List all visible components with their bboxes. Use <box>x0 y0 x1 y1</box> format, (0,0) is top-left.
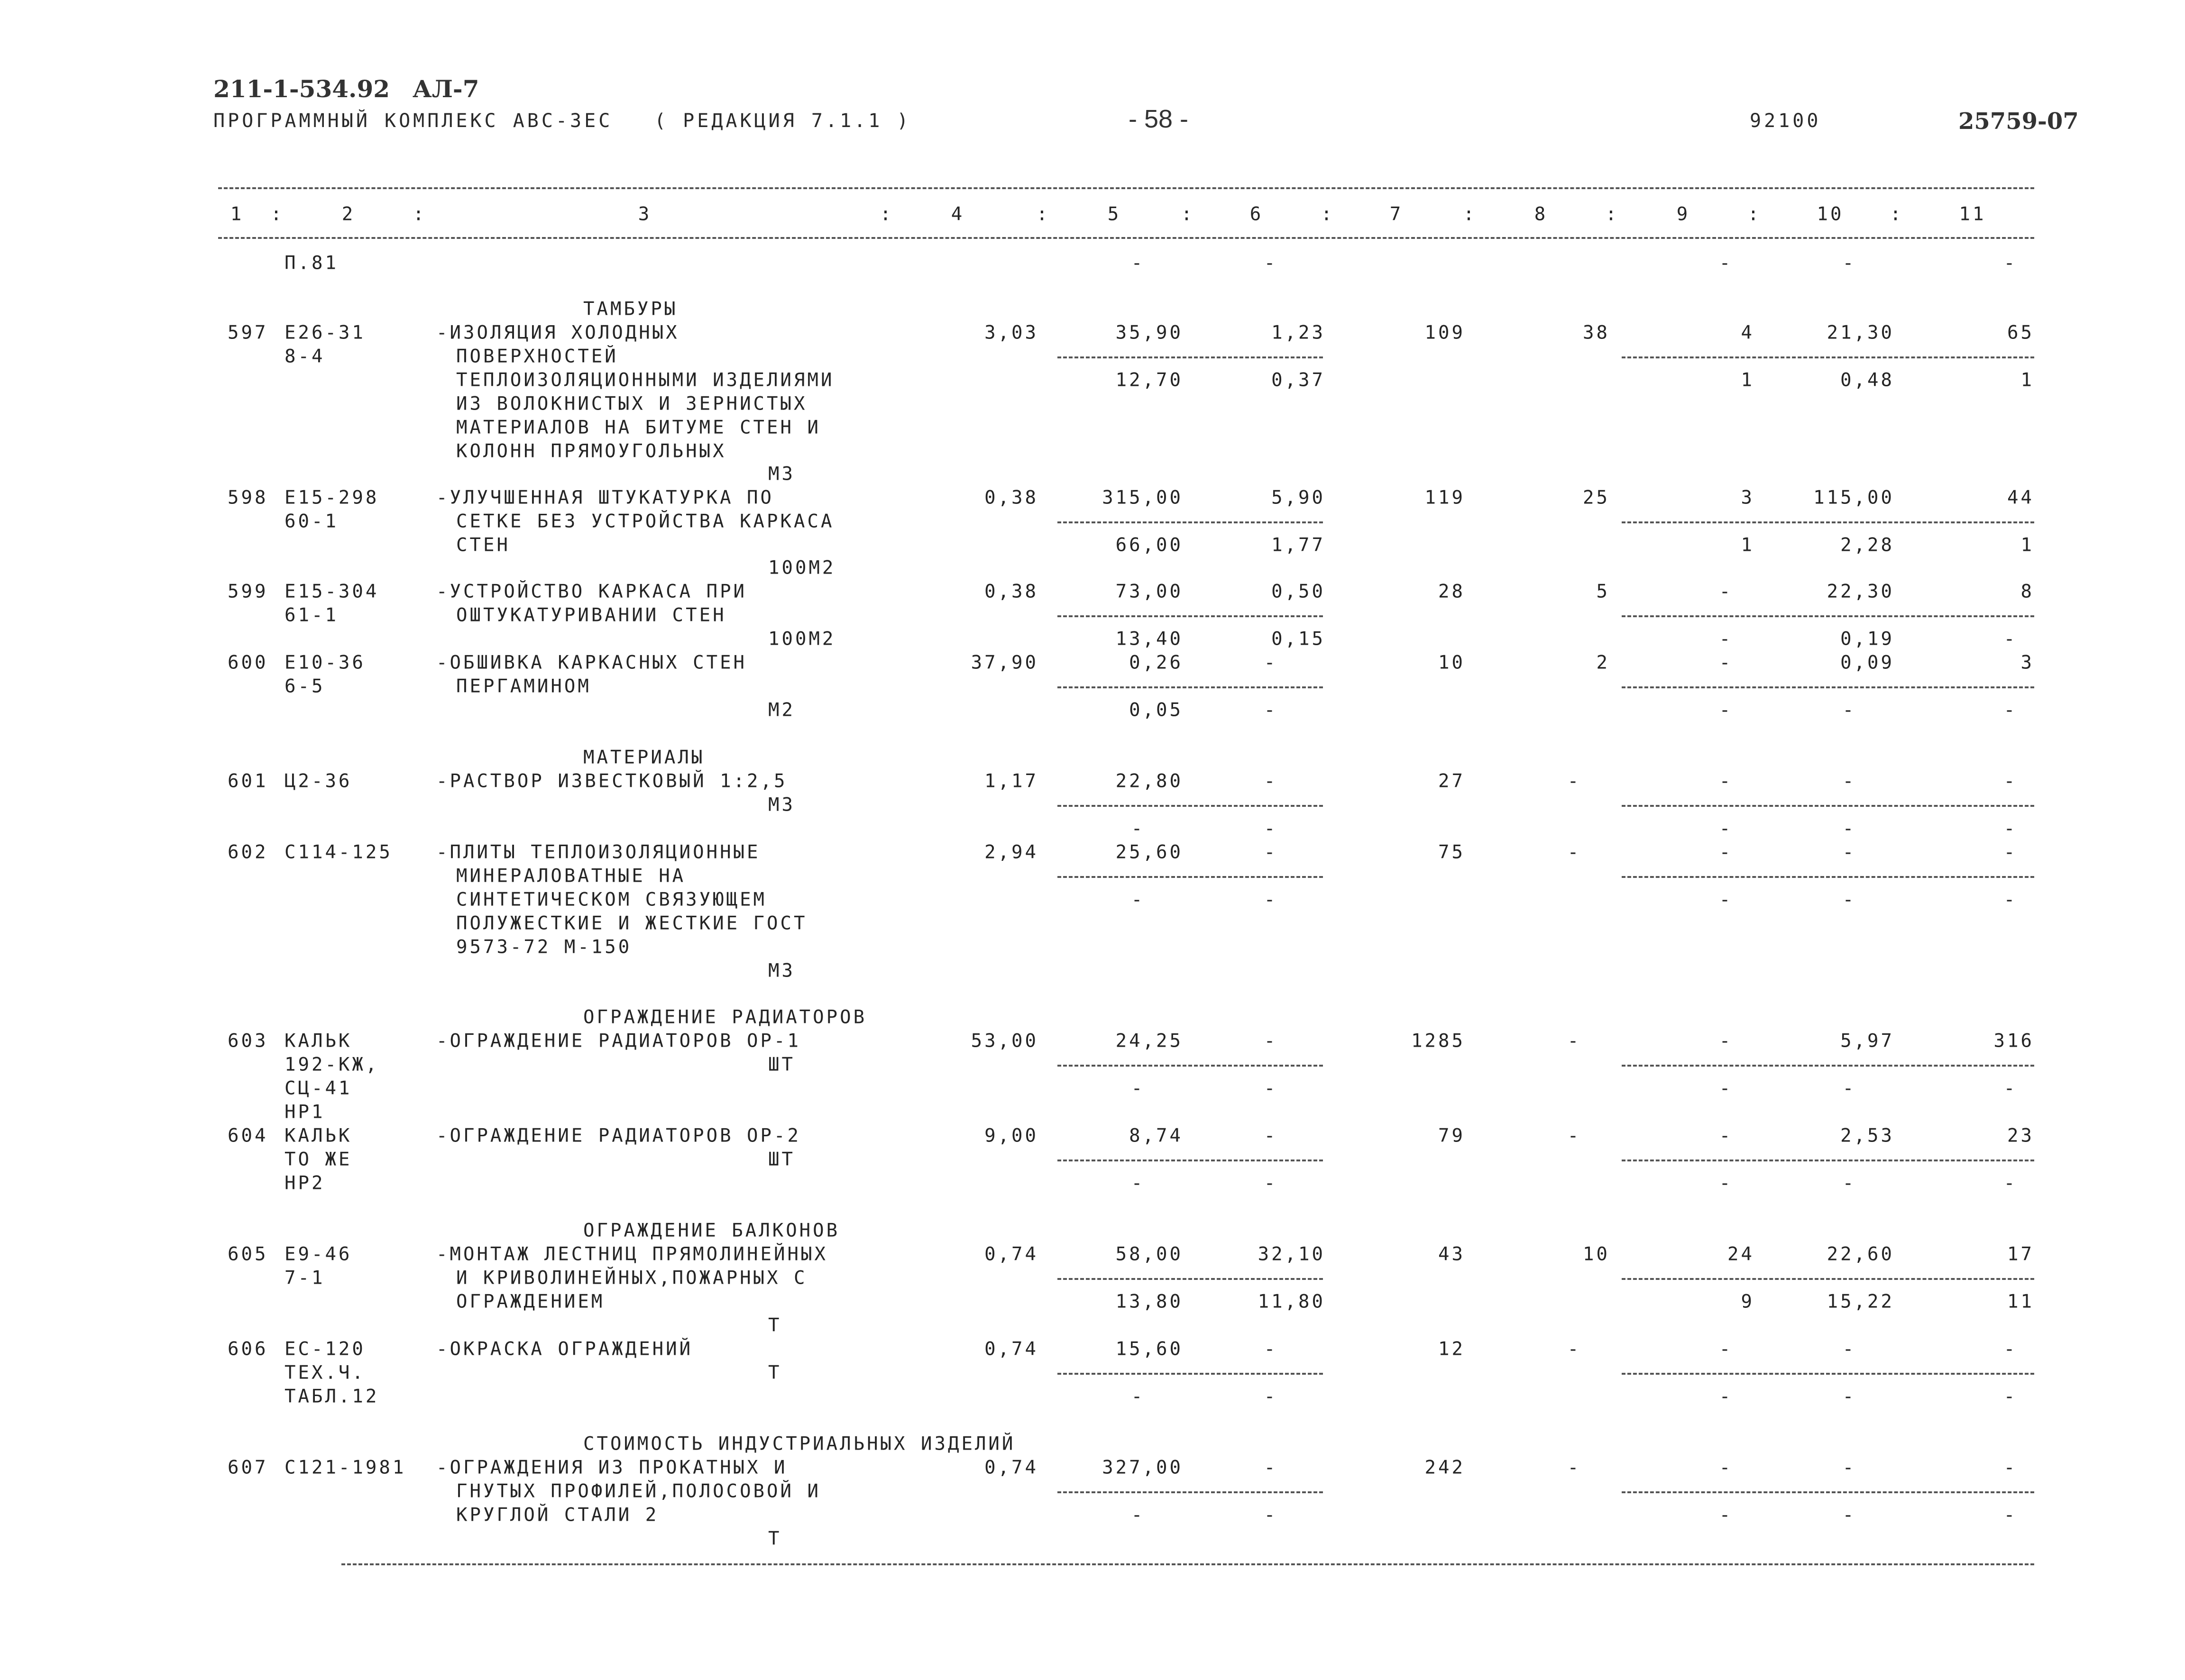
table-cell: -ИЗОЛЯЦИЯ ХОЛОДНЫХ <box>436 322 679 344</box>
table-cell: - <box>1131 1386 1145 1407</box>
table-cell: СТЕН <box>456 534 510 556</box>
table-cell: 10 <box>1438 652 1465 674</box>
table-cell: - <box>2003 252 2018 274</box>
table-cell: 6-5 <box>285 676 325 697</box>
table-cell: - <box>1842 699 1856 721</box>
table-cell: 1,77 <box>1271 534 1325 556</box>
col-sep: : <box>270 203 285 225</box>
table-cell: - <box>1264 1125 1278 1147</box>
table-cell: 73,00 <box>1115 581 1183 603</box>
table-cell: -УЛУЧШЕННАЯ ШТУКАТУРКА ПО <box>436 487 774 509</box>
table-cell: - <box>1719 818 1733 840</box>
document-code: 211-1-534.92 <box>213 75 390 103</box>
sheet-code: АЛ-7 <box>413 75 479 103</box>
table-cell: 65 <box>2007 322 2034 344</box>
table-cell: - <box>1842 1172 1856 1194</box>
table-cell: 28 <box>1438 581 1465 603</box>
table-cell: - <box>1264 818 1278 840</box>
table-cell: ТЕХ.Ч. <box>285 1362 366 1384</box>
table-cell: 10 <box>1583 1243 1610 1265</box>
col-header-8: 8 <box>1534 203 1548 225</box>
table-cell: -МОНТАЖ ЛЕСТНИЦ ПРЯМОЛИНЕЙНЫХ <box>436 1243 828 1265</box>
table-cell: - <box>1719 1504 1733 1526</box>
table-cell: С121-1981 <box>285 1457 406 1479</box>
table-cell: - <box>1719 252 1733 274</box>
table-cell: ШТ <box>768 1054 795 1076</box>
table-cell: - <box>1719 770 1733 792</box>
table-cell: - <box>1567 1338 1581 1360</box>
table-cell: - <box>1842 1077 1856 1099</box>
table-cell: НР2 <box>285 1172 325 1194</box>
table-cell: - <box>1131 1172 1145 1194</box>
table-cell: 604 <box>228 1125 268 1147</box>
table-cell: 109 <box>1424 322 1465 344</box>
table-cell: 1 <box>1741 534 1754 556</box>
table-cell: - <box>2003 1338 2018 1360</box>
table-cell: - <box>1842 1386 1856 1407</box>
table-cell: 0,74 <box>984 1243 1038 1265</box>
table-cell: 2 <box>1596 652 1610 674</box>
table-cell: 9,00 <box>984 1125 1038 1147</box>
table-cell: - <box>1842 252 1856 274</box>
table-cell: - <box>1264 652 1278 674</box>
page-number: - 58 - <box>1129 105 1189 133</box>
table-cell: 58,00 <box>1115 1243 1183 1265</box>
table-cell: - <box>1264 699 1278 721</box>
col-sep: : <box>880 203 894 225</box>
table-cell: 0,38 <box>984 487 1038 509</box>
col-sep: : <box>1181 203 1195 225</box>
table-cell: 11 <box>2007 1291 2034 1313</box>
table-cell: 9573-72 М-150 <box>456 936 632 958</box>
table-cell: - <box>1567 841 1581 863</box>
table-cell: - <box>2003 1077 2018 1099</box>
table-cell: - <box>1842 1504 1856 1526</box>
table-cell: 242 <box>1424 1457 1465 1479</box>
table-cell: 1 <box>1741 369 1754 391</box>
table-cell: Е15-298 <box>285 487 379 509</box>
table-cell: 0,05 <box>1129 699 1183 721</box>
table-cell: - <box>1131 1504 1145 1526</box>
table-cell: 24,25 <box>1115 1030 1183 1052</box>
col-header-6: 6 <box>1249 203 1264 225</box>
table-cell: 17 <box>2007 1243 2034 1265</box>
table-cell: 22,80 <box>1115 770 1183 792</box>
table-cell: - <box>1842 1457 1856 1479</box>
section-title: ТАМБУРЫ <box>583 298 678 320</box>
col-header-1: 1 <box>230 203 244 225</box>
col-sep: : <box>1605 203 1619 225</box>
table-cell: Т <box>768 1362 782 1384</box>
table-cell: КОЛОНН ПРЯМОУГОЛЬНЫХ <box>456 440 726 462</box>
table-cell: - <box>1264 1504 1278 1526</box>
table-cell: - <box>1264 1030 1278 1052</box>
col-header-3: 3 <box>638 203 652 225</box>
program-name: ПРОГРАММНЫЙ КОМПЛЕКС АВС-3ЕС <box>213 110 613 132</box>
table-cell: 2,53 <box>1840 1125 1894 1147</box>
table-cell: - <box>1719 1125 1733 1147</box>
table-cell: -ОКРАСКА ОГРАЖДЕНИЙ <box>436 1338 693 1360</box>
table-cell: - <box>1567 1030 1581 1052</box>
table-cell: М3 <box>768 794 795 816</box>
table-cell: Ц2-36 <box>285 770 352 792</box>
table-cell: 43 <box>1438 1243 1465 1265</box>
table-cell: 12,70 <box>1115 369 1183 391</box>
table-cell: 5,97 <box>1840 1030 1894 1052</box>
table-cell: 602 <box>228 841 268 863</box>
section-title: МАТЕРИАЛЫ <box>583 747 705 768</box>
table-cell: - <box>2003 770 2018 792</box>
table-cell: Т <box>768 1315 782 1336</box>
table-cell: И КРИВОЛИНЕЙНЫХ,ПОЖАРНЫХ С <box>456 1267 808 1289</box>
code-92100: 92100 <box>1750 110 1821 132</box>
table-cell: 15,60 <box>1115 1338 1183 1360</box>
table-cell: - <box>1719 699 1733 721</box>
table-cell: 25 <box>1583 487 1610 509</box>
table-cell: 37,90 <box>971 652 1038 674</box>
table-cell: - <box>2003 818 2018 840</box>
table-cell: 599 <box>228 581 268 603</box>
code-25759: 25759-07 <box>1958 108 2079 135</box>
table-cell: - <box>1719 841 1733 863</box>
table-cell: КАЛЬК <box>285 1125 352 1147</box>
col-header-5: 5 <box>1107 203 1121 225</box>
table-cell: - <box>1567 770 1581 792</box>
table-cell: 38 <box>1583 322 1610 344</box>
table-cell: -ОГРАЖДЕНИЕ РАДИАТОРОВ ОР-2 <box>436 1125 801 1147</box>
table-cell: - <box>1842 889 1856 911</box>
table-cell: 12 <box>1438 1338 1465 1360</box>
table-cell: ШТ <box>768 1149 795 1170</box>
table-cell: 8-4 <box>285 346 325 367</box>
table-cell: 61-1 <box>285 604 339 626</box>
table-cell: 13,40 <box>1115 628 1183 650</box>
section-title: ОГРАЖДЕНИЕ БАЛКОНОВ <box>583 1220 840 1242</box>
table-cell: 0,48 <box>1840 369 1894 391</box>
table-cell: СЕТКЕ БЕЗ УСТРОЙСТВА КАРКАСА <box>456 511 835 532</box>
table-cell: 53,00 <box>971 1030 1038 1052</box>
table-cell: 119 <box>1424 487 1465 509</box>
table-cell: - <box>1719 652 1733 674</box>
table-cell: 0,15 <box>1271 628 1325 650</box>
table-cell: 0,26 <box>1129 652 1183 674</box>
table-cell: 2,94 <box>984 841 1038 863</box>
table-cell: 606 <box>228 1338 268 1360</box>
table-cell: КАЛЬК <box>285 1030 352 1052</box>
table-cell: 79 <box>1438 1125 1465 1147</box>
table-cell: 0,37 <box>1271 369 1325 391</box>
table-cell: Е26-31 <box>285 322 366 344</box>
section-title: СТОИМОСТЬ ИНДУСТРИАЛЬНЫХ ИЗДЕЛИЙ <box>583 1433 1016 1455</box>
table-cell: - <box>1264 841 1278 863</box>
table-cell: 600 <box>228 652 268 674</box>
table-cell: - <box>1719 628 1733 650</box>
table-cell: 2,28 <box>1840 534 1894 556</box>
table-cell: 44 <box>2007 487 2034 509</box>
table-cell: 75 <box>1438 841 1465 863</box>
table-cell: 8 <box>2020 581 2034 603</box>
table-cell: - <box>1264 770 1278 792</box>
table-cell: - <box>2003 699 2018 721</box>
table-cell: - <box>1842 818 1856 840</box>
table-cell: 100М2 <box>768 628 836 650</box>
table-cell: 1 <box>2020 534 2034 556</box>
table-cell: С114-125 <box>285 841 393 863</box>
table-cell: - <box>1131 252 1145 274</box>
table-cell: 603 <box>228 1030 268 1052</box>
table-cell: - <box>2003 628 2018 650</box>
table-cell: 60-1 <box>285 511 339 532</box>
table-cell: 22,30 <box>1827 581 1894 603</box>
table-cell: - <box>1264 252 1278 274</box>
table-cell: НР1 <box>285 1101 325 1123</box>
table-cell: 11,80 <box>1258 1291 1325 1313</box>
table-cell: 3,03 <box>984 322 1038 344</box>
section-title: ОГРАЖДЕНИЕ РАДИАТОРОВ <box>583 1006 867 1028</box>
table-cell: 22,60 <box>1827 1243 1894 1265</box>
table-cell: 0,50 <box>1271 581 1325 603</box>
table-cell: - <box>1719 1077 1733 1099</box>
table-cell: - <box>1719 1030 1733 1052</box>
table-cell: СИНТЕТИЧЕСКОМ СВЯЗУЮЩЕМ <box>456 889 767 911</box>
table-cell: - <box>2003 1172 2018 1194</box>
col-header-7: 7 <box>1389 203 1404 225</box>
table-cell: - <box>1264 1338 1278 1360</box>
table-cell: 100М2 <box>768 557 836 579</box>
table-cell: 5,90 <box>1271 487 1325 509</box>
table-cell: ЕС-120 <box>285 1338 366 1360</box>
table-cell: - <box>1719 581 1733 603</box>
table-cell: ГНУТЫХ ПРОФИЛЕЙ,ПОЛОСОВОЙ И <box>456 1480 821 1502</box>
table-cell: 23 <box>2007 1125 2034 1147</box>
table-cell: - <box>1719 1386 1733 1407</box>
table-cell: МИНЕРАЛОВАТНЫЕ НА <box>456 865 686 887</box>
table-cell: 605 <box>228 1243 268 1265</box>
table-cell: - <box>1842 841 1856 863</box>
table-cell: 5 <box>1596 581 1610 603</box>
table-cell: - <box>1264 1386 1278 1407</box>
table-cell: 8,74 <box>1129 1125 1183 1147</box>
table-cell: - <box>1131 889 1145 911</box>
col-sep: : <box>1463 203 1477 225</box>
table-cell: 7-1 <box>285 1267 325 1289</box>
table-cell: - <box>2003 1386 2018 1407</box>
table-cell: 4 <box>1741 322 1754 344</box>
table-cell: -ОГРАЖДЕНИЕ РАДИАТОРОВ ОР-1 <box>436 1030 801 1052</box>
table-cell: 3 <box>1741 487 1754 509</box>
table-cell: ОШТУКАТУРИВАНИИ СТЕН <box>456 604 726 626</box>
table-cell: - <box>2003 841 2018 863</box>
col-sep: : <box>413 203 427 225</box>
edition-label: ( РЕДАКЦИЯ 7.1.1 ) <box>654 110 911 132</box>
table-cell: - <box>2003 889 2018 911</box>
table-cell: -ПЛИТЫ ТЕПЛОИЗОЛЯЦИОННЫЕ <box>436 841 761 863</box>
col-header-9: 9 <box>1676 203 1690 225</box>
table-cell: 0,38 <box>984 581 1038 603</box>
col-sep: : <box>1321 203 1335 225</box>
table-cell: 315,00 <box>1102 487 1183 509</box>
table-cell: 35,90 <box>1115 322 1183 344</box>
table-cell: - <box>2003 1504 2018 1526</box>
table-cell: 607 <box>228 1457 268 1479</box>
table-cell: КРУГЛОЙ СТАЛИ 2 <box>456 1504 659 1526</box>
table-cell: ИЗ ВОЛОКНИСТЫХ И ЗЕРНИСТЫХ <box>456 393 808 415</box>
table-cell: Т <box>768 1528 782 1550</box>
table-cell: 327,00 <box>1102 1457 1183 1479</box>
col-header-11: 11 <box>1959 203 1986 225</box>
table-cell: М2 <box>768 699 795 721</box>
table-cell: 9 <box>1741 1291 1754 1313</box>
table-cell: М3 <box>768 960 795 982</box>
table-cell: -УСТРОЙСТВО КАРКАСА ПРИ <box>436 581 747 603</box>
table-cell: ТАБЛ.12 <box>285 1386 379 1407</box>
table-cell: - <box>1719 1172 1733 1194</box>
table-cell: 0,19 <box>1840 628 1894 650</box>
table-cell: 1,17 <box>984 770 1038 792</box>
table-cell: -ОБШИВКА КАРКАСНЫХ СТЕН <box>436 652 747 674</box>
col-sep: : <box>1890 203 1904 225</box>
table-cell: 1 <box>2020 369 2034 391</box>
table-cell: - <box>1264 1457 1278 1479</box>
table-cell: М3 <box>768 463 795 485</box>
table-cell: 598 <box>228 487 268 509</box>
table-cell: 25,60 <box>1115 841 1183 863</box>
table-cell: 601 <box>228 770 268 792</box>
table-cell: Е15-304 <box>285 581 379 603</box>
table-cell: П.81 <box>285 252 339 274</box>
table-cell: 32,10 <box>1258 1243 1325 1265</box>
table-cell: 21,30 <box>1827 322 1894 344</box>
table-cell: - <box>1131 818 1145 840</box>
table-cell: 0,74 <box>984 1457 1038 1479</box>
table-cell: 3 <box>2020 652 2034 674</box>
table-cell: ТО ЖЕ <box>285 1149 352 1170</box>
table-cell: 316 <box>1993 1030 2034 1052</box>
table-cell: 13,80 <box>1115 1291 1183 1313</box>
col-header-2: 2 <box>341 203 356 225</box>
table-cell: - <box>1842 770 1856 792</box>
table-cell: - <box>1567 1457 1581 1479</box>
table-cell: 1285 <box>1411 1030 1465 1052</box>
table-cell: ОГРАЖДЕНИЕМ <box>456 1291 605 1313</box>
table-cell: 0,09 <box>1840 652 1894 674</box>
table-cell: - <box>1567 1125 1581 1147</box>
table-cell: 27 <box>1438 770 1465 792</box>
table-cell: - <box>1131 1077 1145 1099</box>
table-cell: СЦ-41 <box>285 1077 352 1099</box>
table-cell: -ОГРАЖДЕНИЯ ИЗ ПРОКАТНЫХ И <box>436 1457 788 1479</box>
table-cell: 15,22 <box>1827 1291 1894 1313</box>
col-header-4: 4 <box>951 203 965 225</box>
table-cell: ПОВЕРХНОСТЕЙ <box>456 346 618 367</box>
table-cell: ПОЛУЖЕСТКИЕ И ЖЕСТКИЕ ГОСТ <box>456 913 808 934</box>
table-cell: - <box>1719 1338 1733 1360</box>
table-cell: ТЕПЛОИЗОЛЯЦИОННЫМИ ИЗДЕЛИЯМИ <box>456 369 835 391</box>
table-cell: 0,74 <box>984 1338 1038 1360</box>
table-cell: 24 <box>1727 1243 1754 1265</box>
table-cell: - <box>1264 1172 1278 1194</box>
table-cell: 597 <box>228 322 268 344</box>
table-cell: - <box>2003 1457 2018 1479</box>
table-cell: 192-КЖ, <box>285 1054 379 1076</box>
table-cell: 115,00 <box>1813 487 1894 509</box>
table-cell: - <box>1264 889 1278 911</box>
table-cell: 1,23 <box>1271 322 1325 344</box>
table-cell: - <box>1264 1077 1278 1099</box>
table-cell: Е10-36 <box>285 652 366 674</box>
table-cell: ПЕРГАМИНОМ <box>456 676 591 697</box>
table-cell: -РАСТВОР ИЗВЕСТКОВЫЙ 1:2,5 <box>436 770 788 792</box>
table-cell: - <box>1842 1338 1856 1360</box>
table-cell: - <box>1719 889 1733 911</box>
table-cell: - <box>1719 1457 1733 1479</box>
col-sep: : <box>1036 203 1050 225</box>
table-cell: 66,00 <box>1115 534 1183 556</box>
col-header-10: 10 <box>1817 203 1844 225</box>
table-cell: МАТЕРИАЛОВ НА БИТУМЕ СТЕН И <box>456 417 821 438</box>
col-sep: : <box>1747 203 1762 225</box>
table-cell: Е9-46 <box>285 1243 352 1265</box>
